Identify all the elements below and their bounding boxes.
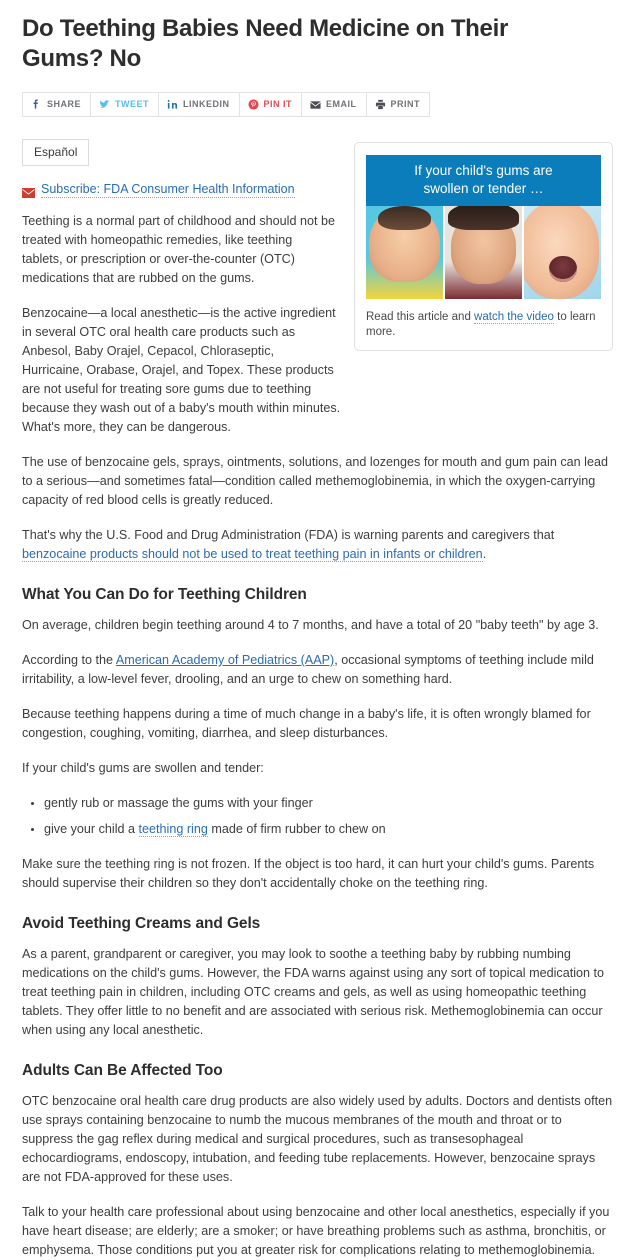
baby-photo-3 <box>524 206 601 299</box>
promo-box <box>354 142 613 351</box>
promo-banner-line2: swollen or tender … <box>423 181 544 196</box>
list-item: • gently rub or massage the gums with your finger <box>44 794 613 813</box>
paragraph-swollen-tender-lead: If your child's gums are swollen and tender: <box>22 761 264 775</box>
share-button-print-label: PRINT <box>390 99 421 109</box>
share-button-twitter[interactable] <box>90 92 158 117</box>
share-bar <box>22 92 613 117</box>
fda-warning-before: That's why the U.S. Food and Drug Administration (FDA) is warning parents and caregivers that <box>22 528 555 542</box>
print-icon <box>375 99 386 110</box>
paragraph-teething-ring-safety: Make sure the teething ring is not frozen. If the object is too hard, it can hurt your child's gums. Parents should supervise their children so they don't accidentally choke on the teething ring. <box>22 857 595 890</box>
teething-ring-after: made of firm rubber to chew on <box>207 822 386 836</box>
paragraph-adults-otc: OTC benzocaine oral health care drug products are also widely used by adults. Doctors and dentists often use sprays containing benzocaine to numb the mucous membranes of the mouth and throat or to suppress the gag reflex during medical and surgical procedures, such as transesophageal echocardiograms, endoscopy, intubation, and feeding tube replacements. However, benzocaine sprays are not FDA-approved for these uses. <box>22 1094 613 1184</box>
envelope-icon <box>22 185 35 195</box>
share-button-email-label: EMAIL <box>326 99 357 109</box>
heading-teething-children: What You Can Do for Teething Children <box>22 586 307 603</box>
language-button-espanol[interactable]: Español <box>22 139 89 166</box>
paragraph-methemoglobinemia: The use of benzocaine gels, sprays, ointments, solutions, and lozenges for mouth and gum pain can lead to a serious—and sometimes fatal—condition called methemoglobinemia, in which the oxygen-carrying capacity of red blood cells is greatly reduced. <box>22 455 608 507</box>
share-button-facebook[interactable] <box>22 92 90 117</box>
teething-tips-list <box>22 794 613 839</box>
twitter-icon <box>99 99 110 110</box>
paragraph-benzocaine-products: Benzocaine—a local anesthetic—is the active ingredient in several OTC oral health care products such as Anbesol, Baby Orajel, Cepacol, Chloraseptic, Hurricaine, Orabase, Orajel, and Topex. These products are not useful for treating sore gums due to teething because they wash out of a baby's mouth within minutes. What's more, they can be dangerous. <box>22 306 341 434</box>
paragraph-aap-symptoms <box>22 651 613 689</box>
share-button-linkedin[interactable] <box>158 92 239 117</box>
share-button-facebook-label: SHARE <box>47 99 82 109</box>
aap-after: , occasional symptoms of teething include mild irritability, a low-level fever, drooling, and an urge to chew on something hard. <box>22 653 594 686</box>
teething-ring-before: give your child a <box>44 822 139 836</box>
paragraph-creams-gels: As a parent, grandparent or caregiver, you may look to soothe a teething baby by rubbing numbing medications on the child's gums. However, the FDA warns against using any sort of topical medication to treat teething pain in children, including OTC creams and gels, as well as using homeopathic teething tablets. They offer little to no benefit and are associated with serious risk. Methemoglobinemia can occur when using any local anesthetic. <box>22 947 605 1037</box>
paragraph-intro: Teething is a normal part of childhood and should not be treated with homeopathic remedies, like teething tablets, or prescription or over-the-counter (OTC) medications that are rubbed on the gums. <box>22 214 335 285</box>
paragraph-talk-to-professional: Talk to your health care professional about using benzocaine and other local anesthetics, especially if you have heart disease; are elderly; are a smoker; or have breathing problems such as asthma, bronchitis, or emphysema. Those conditions put you at greater risk for complications relating to methemoglobinemia. <box>22 1205 610 1257</box>
promo-banner-line1: If your child's gums are <box>414 163 553 178</box>
subscribe-row <box>22 182 336 198</box>
promo-caption-after: to learn more. <box>366 311 596 338</box>
subscribe-link[interactable]: Subscribe: FDA Consumer Health Information <box>41 182 295 196</box>
share-button-pinterest[interactable] <box>239 92 302 117</box>
email-icon <box>310 99 321 110</box>
promo-caption-before: Read this article and <box>366 311 475 323</box>
paragraph-wrongly-blamed: Because teething happens during a time of much change in a baby's life, it is often wrongly blamed for congestion, coughing, vomiting, diarrhea, and sleep disturbances. <box>22 707 591 740</box>
paragraph-average-teething: On average, children begin teething around 4 to 7 months, and have a total of 20 "baby teeth" by age 3. <box>22 618 599 632</box>
promo-caption <box>366 310 601 340</box>
paragraph-fda-warning <box>22 526 613 564</box>
heading-adults-affected: Adults Can Be Affected Too <box>22 1062 223 1079</box>
watch-video-link[interactable]: watch the video <box>474 311 554 323</box>
share-button-print[interactable] <box>366 92 431 117</box>
heading-creams-gels: Avoid Teething Creams and Gels <box>22 915 261 932</box>
aap-link[interactable]: American Academy of Pediatrics (AAP) <box>115 653 335 667</box>
facebook-icon <box>31 99 42 110</box>
share-button-pinterest-label: PIN IT <box>263 99 293 109</box>
promo-banner <box>366 155 601 206</box>
share-button-twitter-label: TWEET <box>115 99 150 109</box>
pinterest-icon <box>248 99 259 110</box>
baby-photo-1 <box>366 206 445 299</box>
promo-photo-strip <box>366 206 601 299</box>
fda-warning-after: . <box>482 547 487 561</box>
share-button-email[interactable] <box>301 92 366 117</box>
share-button-linkedin-label: LINKEDIN <box>183 99 230 109</box>
page-title: Do Teething Babies Need Medicine on Their Gums? No <box>22 15 508 72</box>
benzocaine-products-link[interactable]: benzocaine products should not be used to treat teething pain in infants or children <box>22 547 483 561</box>
linkedin-icon <box>167 99 178 110</box>
teething-ring-link[interactable]: teething ring <box>138 822 208 836</box>
aap-before: According to the <box>22 653 116 667</box>
list-item <box>44 820 613 839</box>
baby-photo-2 <box>445 206 524 299</box>
